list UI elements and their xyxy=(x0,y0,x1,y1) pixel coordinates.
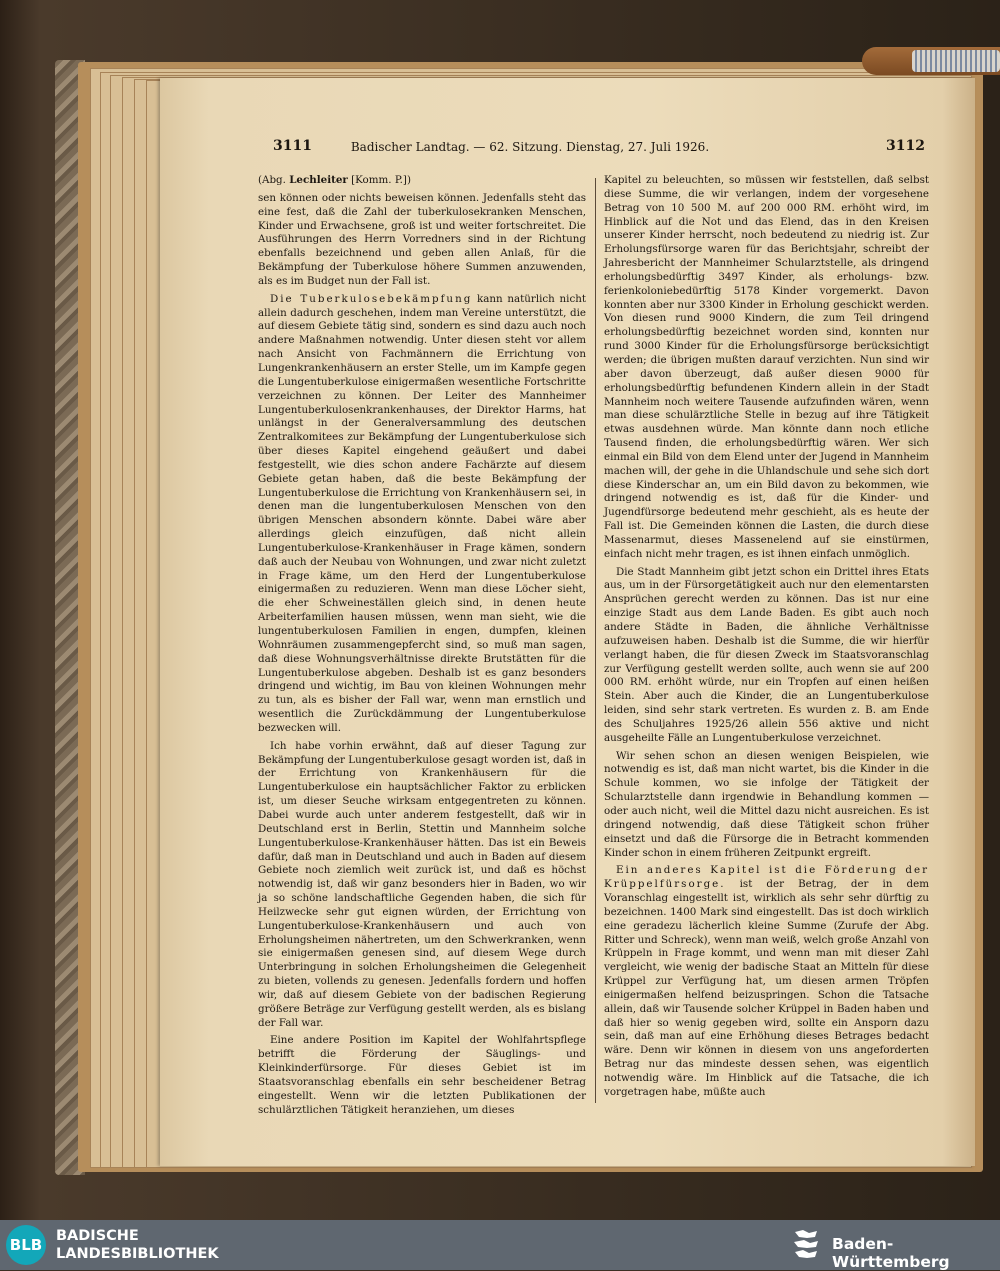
state-name[interactable]: Baden-Württemberg xyxy=(832,1235,950,1271)
spaced-term: Ein anderes Kapitel ist die Förderung der Krüppelfürsorge. xyxy=(604,864,929,891)
running-head: Badischer Landtag. — 62. Sitzung. Dienstag, 27. Juli 1926. xyxy=(350,140,710,154)
paragraph-text: kann natürlich nicht allein dadurch geschehen, indem man Vereine unterstützt, die auf diesem Gebiete tätig sind, sondern es sind dazu auch noch andere Maßnahmen notwendig. Unter diesen steht vor allem nach Ansicht von Fachmännern die Errichtung von Lungenkrankenhäusern an erster Stelle, um im Kampfe gegen die Lungentuberkulose einigermaßen wesentliche Fortschritte verzeichnen zu können. Der Leiter des Mannheimer Lungentuberkulosenkrankenhauses, der Direktor Harms, hat unlängst in der Generalversammlung des deutschen Zentralkomitees zur Bekämpfung der Lungentuberkulose sich über dieses Kapitel eingehend geäußert und dabei festgestellt, wie dies schon andere Fachärzte auf diesem Gebiete getan haben, daß die beste Bekämpfung der Lungentuberkulose die Errichtung von Krankenhäusern sei, in denen man die lungentuberkulosen Menschen von den übrigen Menschen absondern könnte. Dabei wäre aber allerdings gleich einzufügen, daß nicht allein Lungentuberkulose-Krankenhäuser in Frage kämen, sondern daß auch der Neubau von Wohnungen, und zwar nicht zuletzt in Frage käme, um den Herd der Lungentuberkulose einigermaßen zu reduzieren. Wenn man diese Löcher sieht, die eher Schweineställen gleich sind, in denen heute Arbeiterfamilien hausen müssen, wenn man sieht, wie die lungentuberkulosen Familien in engen, dumpfen, kleinen Wohnräumen zusammengepfercht sind, so muß man sagen, daß diese Wohnungsverhältnisse direkte Brutstätten für die Lungentuberkulose abgeben. Deshalb ist es ganz besonders dringend und wichtig, im Bau von kleinen Wohnungen mehr zu tun, als es bisher der Fall war, wenn man ernstlich und wesentlich die Zurückdämmung der Lungentuberkulose bezwecken will. xyxy=(258,292,586,734)
lions-emblem-icon xyxy=(791,1226,821,1264)
speaker-name: Lechleiter xyxy=(289,174,348,186)
paragraph: Kapitel zu beleuchten, so müssen wir feststellen, daß selbst diese Summe, die wir verlangen, indem der vorgesehene Betrag von 10 500 M. auf 200 000 RM. erhöht wird, im Hinblick auf die Not und das Elend, das in den Kreisen unserer Kinder herrscht, noch bedeutend zu niedrig ist. Zur Erholungsfürsorge waren für das Berichtsjahr, schreibt der Jahresbericht der Mannheimer Schularztstelle, als dringend erholungsbedürftig 3497 Kinder, als erholungs- bzw. ferienkoloniebedürftig 5178 Kinder vorgemerkt. Davon konnten aber nur 3300 Kinder in Erholung geschickt werden. Von diesen rund 9000 Kindern, die zum Teil dringend erholungsbedürftig bezeichnet worden sind, konnten nur rund 3000 Kinder für die Erholungsfürsorge berücksichtigt werden; die übrigen mußten darauf verzichten. Nun sind wir aber davon überzeugt, daß außer diesen 9000 für erholungsbedürftig befundenen Kindern allein in der Stadt Mannheim noch weitere Tausende aufzufinden wären, wenn man diese schulärztliche Stelle in bezug auf ihre Tätigkeit etwas ausdehnen würde. Man könnte dann noch etliche Tausend finden, die erholungsbedürftig wären. Wer sich einmal ein Bild von dem Elend unter der Jugend in Mannheim machen will, der gehe in die Uhlandschule und sehe sich dort diese Kinderschar an, um ein Bild davon zu bekommen, wie dringend notwendig es ist, daß für die Kinder- und Jugendfürsorge bedeutend mehr geschieht, als es heute der Fall ist. Die Gemeinden können die Lasten, die durch diese Massenarmut, dieses Massenelend auf sie einstürmen, einfach nicht mehr tragen, es ist ihnen einfach unmöglich. xyxy=(604,174,929,560)
text-column-right xyxy=(604,174,929,1100)
library-name-line: LANDESBIBLIOTHEK xyxy=(56,1246,219,1262)
paragraph-text: ist der Betrag, der in dem Voranschlag eingestellt ist, wirklich als sehr sehr dürftig zu bezeichnen. 1400 Mark sind eingestellt. Das ist doch wirklich eine geradezu lächerlich kleine Summe (Zurufe der Abg. Ritter und Schreck), wenn man weiß, welch große Anzahl von Krüppeln in Frage kommt, und wenn man mit dieser Zahl vergleicht, wie wenig der badische Staat an Mitteln für diese Krüppel zur Verfügung hat, um diesen armen Tröpfen einigermaßen helfend beizuspringen. Schon die Tatsache allein, daß wir Tausende solcher Krüppel in Baden haben und daß hier so wenig gegeben wird, sollte ein Ansporn dazu sein, daß man auf eine Erhöhung dieses Betrages bedacht wäre. Denn wir können in diesem von uns angeforderten Betrag nur das mindeste dessen sehen, was eigentlich notwendig wäre. Im Hinblick auf die Tatsache, die ich vorgetragen habe, müßte auch xyxy=(604,878,929,1098)
speaker-line xyxy=(258,174,586,188)
paragraph: sen können oder nichts beweisen können. Jedenfalls steht das eine fest, daß die Zahl der tuberkulosekranken Menschen, Kinder und Erwachsene, groß ist und weiter fortschreitet. Die Ausführungen des Herrn Vorredners sind in der Richtung ebenfalls bezeichnend und geben allen Anlaß, für die Bekämpfung der Tuberkulose höhere Summen anzuwenden, als es im Budget nun der Fall ist. xyxy=(258,191,586,287)
paragraph: Die Stadt Mannheim gibt jetzt schon ein Drittel ihres Etats aus, um in der Fürsorgetätigkeit auch nur den elementarsten Ansprüchen gerecht werden zu können. Das ist nur eine einzige Stadt aus dem Lande Baden. Es gibt auch noch andere Städte in Baden, die ähnliche Verhältnisse aufzuweisen haben. Deshalb ist die Summe, die wir hierfür verlangt haben, die für diesen Zweck im Staatsvoranschlag zur Verfügung gestellt werden sollte, auch wenn sie auf 200 000 RM. erhöht würde, nur ein Tropfen auf einen heißen Stein. Aber auch die Kinder, die an Lungentuberkulose leiden, sind sehr stark vertreten. Es wurden z. B. am Ende des Schuljahres 1925/26 allein 556 aktive und nicht ausgeheilte Fälle an Lungentuberkulose verzeichnet. xyxy=(604,565,929,744)
library-name-line: BADISCHE xyxy=(56,1228,139,1244)
page-number-left: 3111 xyxy=(273,138,312,154)
page-number-right: 3112 xyxy=(886,138,925,154)
blb-logo[interactable]: BLB xyxy=(6,1225,46,1265)
spaced-term: Die Tuberkulosebekämpfung xyxy=(270,292,473,305)
speaker-suffix: [Komm. P.]) xyxy=(347,174,411,186)
footer-bar xyxy=(0,1220,1000,1270)
library-name[interactable] xyxy=(56,1227,219,1263)
paragraph: Ich habe vorhin erwähnt, daß auf dieser Tagung zur Bekämpfung der Lungentuberkulose gesagt worden ist, daß in der Errichtung von Krankenhäusern für die Lungentuberkulose ein hauptsächlicher Faktor zu erblicken ist, um dieser Seuche wirksam entgegentreten zu können. Dabei wurde auch unter anderem festgestellt, daß wir in Deutschland erst in Berlin, Stettin und Mannheim solche Lungentuberkulose-Krankenhäuser hätten. Das ist ein Beweis dafür, daß man in Deutschland und auch in Baden auf diesem Gebiete noch ziemlich weit zurück ist, und daß es höchst notwendig ist, daß wir ganz besonders hier in Baden, wo wir ja so schöne landschaftliche Gegenden haben, die sich für Heilzwecke sehr gut eignen würden, der Errichtung von Lungentuberkulose-Krankenhäusern und auch von Erholungsheimen nähertreten, um den Schwerkranken, wenn sie einigermaßen genesen sind, auf diesem Wege durch Unterbringung in solchen Erholungsheimen die Gelegenheit zu bieten, vollends zu genesen. Jedenfalls fordern und hoffen wir, daß auf diesem Gebiete von der badischen Regierung größere Beträge zur Verfügung gestellt werden, als es bislang der Fall war. xyxy=(258,739,586,1029)
paragraph xyxy=(258,293,586,736)
column-divider xyxy=(595,178,596,1103)
paragraph: Eine andere Position im Kapitel der Wohlfahrtspflege betrifft die Förderung der Säuglings- und Kleinkinderfürsorge. Für dieses Gebiet ist im Staatsvoranschlag ebenfalls ein sehr bescheidener Betrag eingestellt. Wenn wir die letzten Publikationen der schulärztlichen Tätigkeit heranziehen, um dieses xyxy=(258,1034,586,1116)
paragraph: Wir sehen schon an diesen wenigen Beispielen, wie notwendig es ist, daß man nicht wartet, bis die Kinder in die Schule kommen, wo sie infolge der Tätigkeit der Schularztstelle dann irgendwie in Behandlung kommen — oder auch nicht, weil die Mittel dazu nicht ausreichen. Es ist dringend notwendig, daß diese Tätigkeit schon früher einsetzt und daß die Fürsorge die in Betracht kommenden Kinder schon in einem früheren Zeitpunkt ergreift. xyxy=(604,749,929,859)
bookmark-band xyxy=(912,50,1000,72)
paragraph xyxy=(604,864,929,1099)
speaker-prefix: (Abg. xyxy=(258,174,290,186)
text-column-left xyxy=(258,174,586,1118)
